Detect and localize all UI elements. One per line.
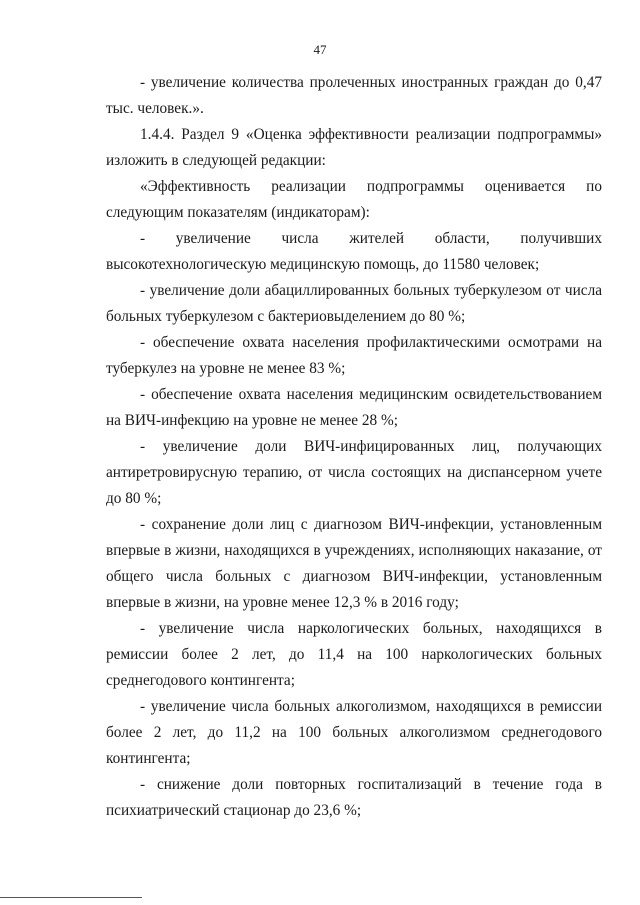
- paragraph: - сохранение доли лиц с диагнозом ВИЧ-инфекции, установленным впервые в жизни, находящихся в учреждениях, исполняющих наказание, от общего числа больных с диагнозом ВИЧ-инфекции, установленным впервые в жизни, на уровне менее 12,3 % в 2016 году;: [106, 516, 602, 611]
- paragraph: - снижение доли повторных госпитализаций в течение года в психиатрический стационар до 23,6 %;: [106, 776, 602, 819]
- paragraph: - обеспечение охвата населения профилактическими осмотрами на туберкулез на уровне не менее 83 %;: [106, 334, 602, 377]
- footer-divider: [0, 897, 142, 898]
- paragraph: - увеличение числа больных алкоголизмом, находящихся в ремиссии более 2 лет, до 11,2 на 100 больных алкоголизмом среднегодового контингента;: [106, 698, 602, 767]
- document-body: [106, 70, 602, 824]
- paragraph: - увеличение числа жителей области, получивших высокотехнологическую медицинскую помощь, до 11580 человек;: [106, 230, 602, 273]
- paragraph: 1.4.4. Раздел 9 «Оценка эффективности реализации подпрограммы» изложить в следующей редакции:: [106, 126, 602, 169]
- paragraph: - увеличение числа наркологических больных, находящихся в ремиссии более 2 лет, до 11,4 на 100 наркологических больных среднегодового контингента;: [106, 620, 602, 689]
- page-number: 47: [313, 42, 327, 57]
- paragraph: - увеличение доли ВИЧ-инфицированных лиц, получающих антиретровирусную терапию, от числа состоящих на диспансерном учете до 80 %;: [106, 438, 602, 507]
- paragraph: - обеспечение охвата населения медицинским освидетельствованием на ВИЧ-инфекцию на уровне не менее 28 %;: [106, 386, 602, 429]
- paragraph: - увеличение количества пролеченных иностранных граждан до 0,47 тыс. человек.».: [106, 74, 602, 117]
- paragraph: «Эффективность реализации подпрограммы оценивается по следующим показателям (индикаторам):: [106, 178, 602, 221]
- paragraph: - увеличение доли абациллированных больных туберкулезом от числа больных туберкулезом с бактериовыделением до 80 %;: [106, 282, 602, 325]
